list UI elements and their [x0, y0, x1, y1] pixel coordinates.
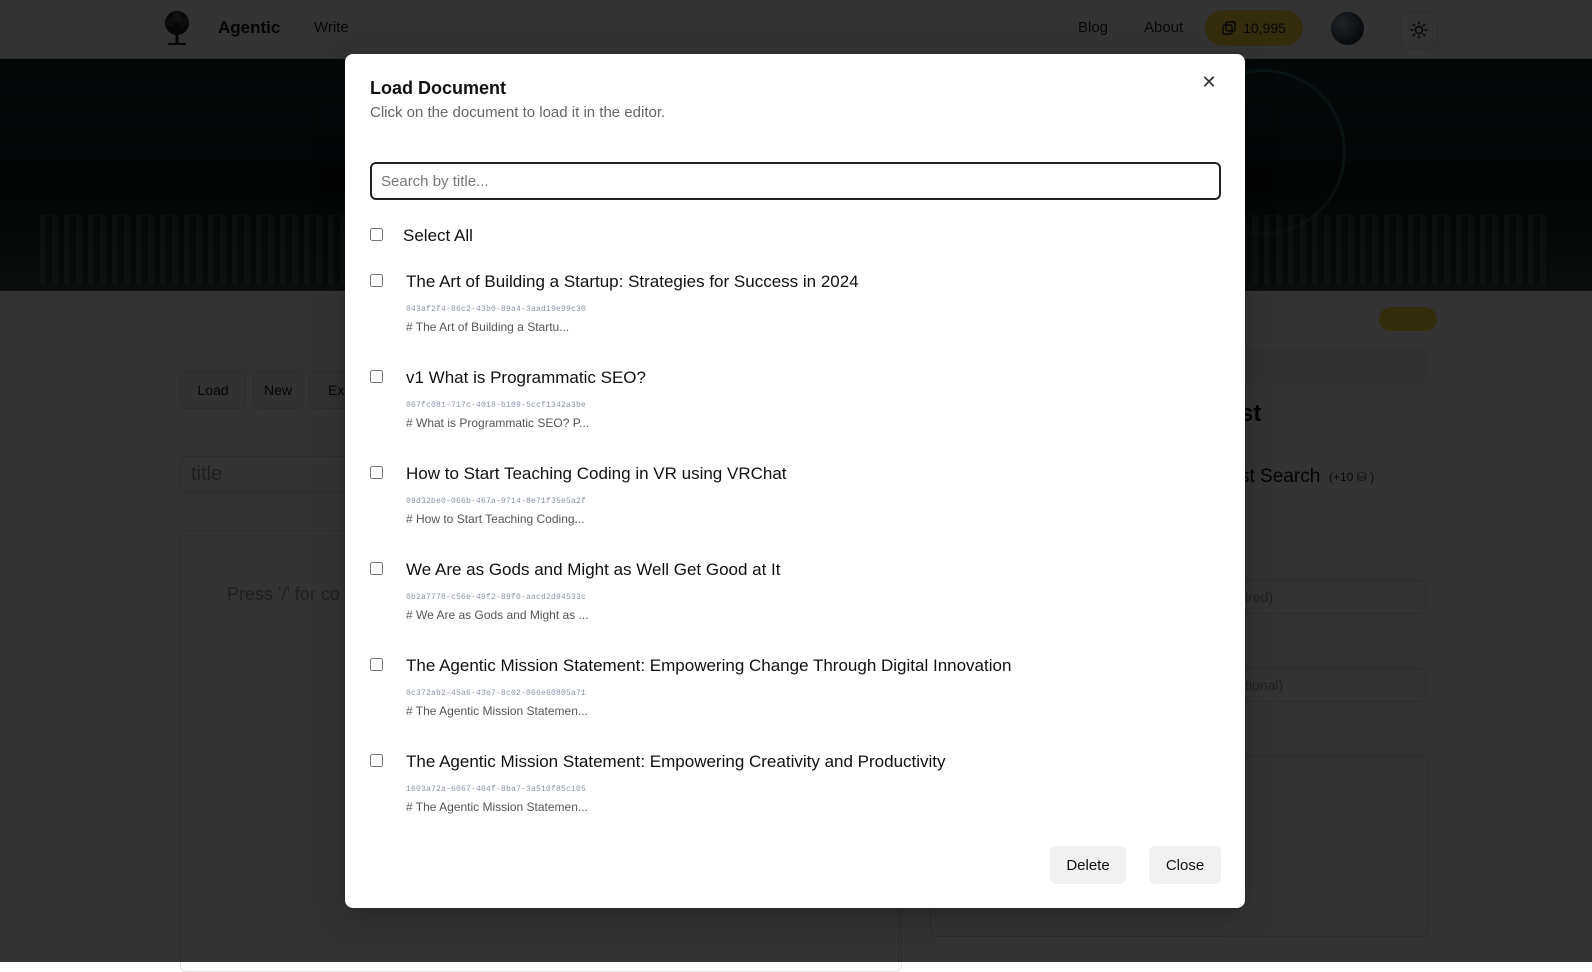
- document-id: 0c372ab2-45a6-43e7-8c02-066e60805a71: [406, 689, 587, 698]
- document-checkbox[interactable]: [370, 466, 383, 479]
- list-item[interactable]: [345, 356, 1245, 446]
- document-preview: # The Agentic Mission Statemen...: [406, 704, 588, 718]
- document-preview: # How to Start Teaching Coding...: [406, 512, 585, 526]
- close-button[interactable]: Close: [1149, 846, 1221, 884]
- document-title[interactable]: The Agentic Mission Statement: Empowering Creativity and Productivity: [406, 752, 946, 771]
- document-checkbox[interactable]: [370, 562, 383, 575]
- document-preview: # The Agentic Mission Statemen...: [406, 800, 588, 814]
- document-preview: # The Art of Building a Startu...: [406, 320, 570, 334]
- document-checkbox[interactable]: [370, 658, 383, 671]
- list-item[interactable]: [345, 260, 1245, 350]
- document-id: 1603a72a-6067-494f-8ba7-3a510f85c105: [406, 785, 587, 794]
- delete-button[interactable]: Delete: [1050, 846, 1126, 884]
- search-input[interactable]: [370, 162, 1221, 200]
- select-all-label[interactable]: Select All: [403, 226, 473, 245]
- document-title[interactable]: The Agentic Mission Statement: Empowering Change Through Digital Innovation: [406, 656, 1012, 675]
- document-checkbox[interactable]: [370, 370, 383, 383]
- document-checkbox[interactable]: [370, 274, 383, 287]
- select-all-checkbox[interactable]: [370, 228, 383, 241]
- list-item[interactable]: [345, 644, 1245, 734]
- document-preview: # What is Programmatic SEO? P...: [406, 416, 590, 430]
- dialog-title: Load Document: [370, 78, 507, 98]
- document-title[interactable]: v1 What is Programmatic SEO?: [406, 368, 646, 387]
- document-id: 09d32be0-066b-467a-9714-8e71f35e5a2f: [406, 497, 587, 506]
- dialog-description: Click on the document to load it in the editor.: [370, 104, 666, 121]
- document-title[interactable]: How to Start Teaching Coding in VR using VRChat: [406, 464, 787, 483]
- document-id: 0b2a7778-c56e-49f2-89f0-aacd2d94533c: [406, 593, 587, 602]
- document-title[interactable]: The Art of Building a Startup: Strategies for Success in 2024: [406, 272, 859, 291]
- close-icon[interactable]: ✕: [1201, 71, 1217, 92]
- list-item[interactable]: [345, 740, 1245, 830]
- list-item[interactable]: [345, 548, 1245, 638]
- document-title[interactable]: We Are as Gods and Might as Well Get Good at It: [406, 560, 781, 579]
- document-preview: # We Are as Gods and Might as ...: [406, 608, 589, 622]
- document-checkbox[interactable]: [370, 754, 383, 767]
- document-id: 043af2f4-86c2-43b0-89a4-3aad19e99c30: [406, 305, 587, 314]
- document-id: 067fc081-717c-4018-b109-5ccf1342a3be: [406, 401, 587, 410]
- load-document-dialog: [345, 54, 1245, 908]
- list-item[interactable]: [345, 452, 1245, 542]
